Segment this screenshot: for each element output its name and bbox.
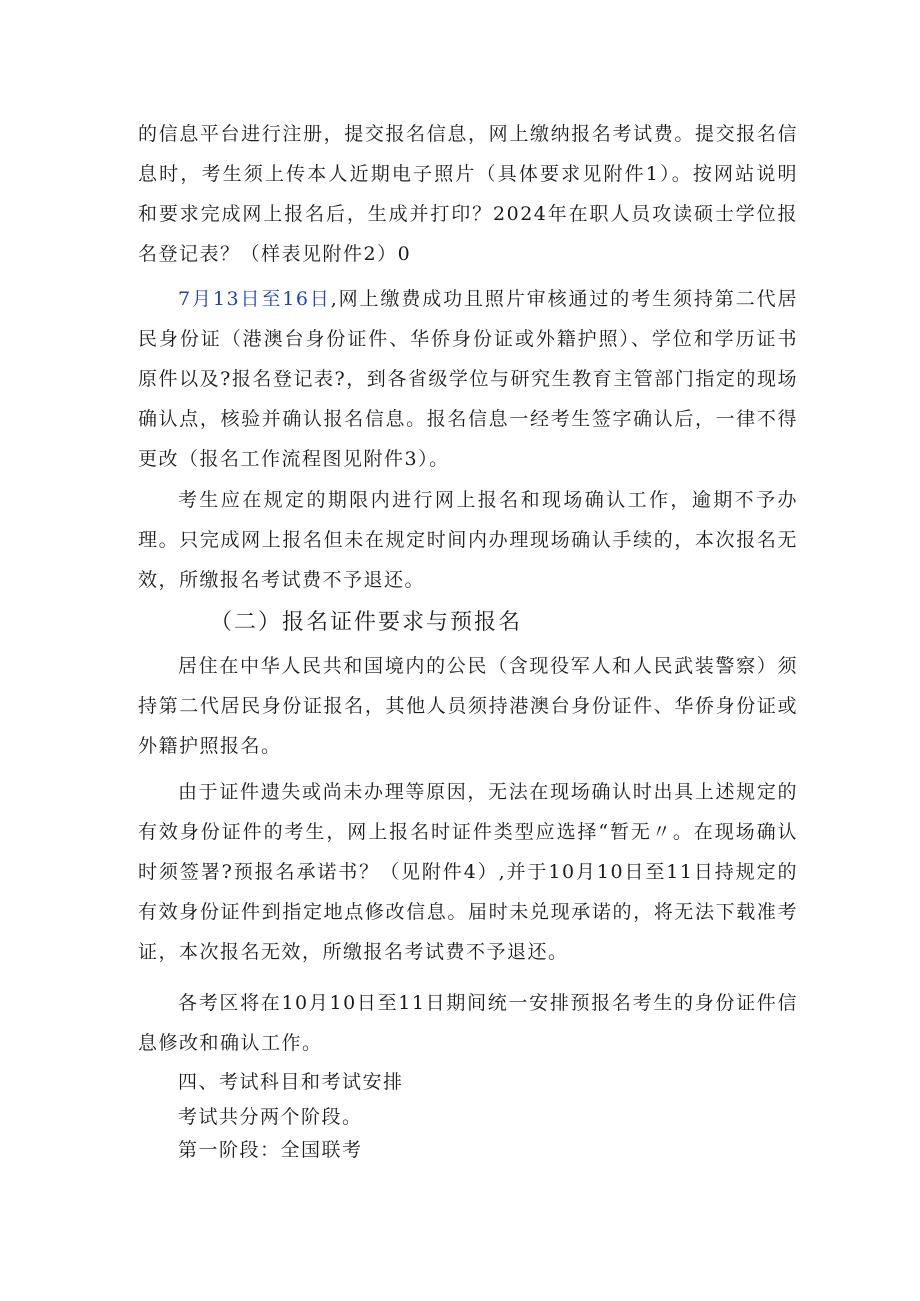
paragraph-online-registration: 的信息平台进行注册，提交报名信息，网上缴纳报名考试费。提交报名信息时，考生须上传本人近期电子照片（具体要求见附件1）。按网站说明和要求完成网上报名后，生成并打印？2024年在职人员攻读硕士学位报名登记表？（样表见附件2）0 (138, 123, 798, 265)
section-heading-id-requirements: （二）报名证件要求与预报名 (210, 610, 523, 635)
paragraph-onsite-confirmation-text: ,网上缴费成功且照片审核通过的考生须持第二代居民身份证（港澳台身份证件、华侨身份证或外籍护照）、学位和学历证书原件以及?报名登记表?，到各省级学位与研究生教育主管部门指定的现场确认点，核验并确认报名信息。报名信息一经考生签字确认后，一律不得更改（报名工作流程图见附件3）。 (138, 288, 798, 470)
section-heading-exam-arrangement: 四、考试科目和考试安排 (178, 1071, 404, 1093)
paragraph-pre-registration: 由于证件遗失或尚未办理等原因，无法在现场确认时出具上述规定的有效身份证件的考生，网上报名时证件类型应选择“暂无〃。在现场确认时须签署?预报名承诺书？（见附件4）,并于10月10日至11日持规定的有效身份证件到指定地点修改信息。届时未兑现承诺的，将无法下载准考证，本次报名无效，所缴报名考试费不予退还。 (138, 781, 798, 963)
line-first-stage: 第一阶段：全国联考 (178, 1139, 363, 1161)
date-range-highlight: 7月13日至16日 (178, 288, 331, 310)
paragraph-info-modification: 各考区将在10月10日至11日期间统一安排预报名考生的身份证件信息修改和确认工作。 (138, 992, 798, 1054)
paragraph-deadline-notice: 考生应在规定的期限内进行网上报名和现场确认工作，逾期不予办理。只完成网上报名但未在规定时间内办理现场确认手续的，本次报名无效，所缴报名考试费不予退还。 (138, 489, 798, 591)
paragraph-id-requirements: 居住在中华人民共和国境内的公民（含现役军人和人民武装警察）须持第二代居民身份证报名，其他人员须持港澳台身份证件、华侨身份证或外籍护照报名。 (138, 655, 798, 757)
paragraph-onsite-confirmation (138, 279, 798, 479)
line-exam-stages: 考试共分两个阶段。 (178, 1106, 363, 1128)
